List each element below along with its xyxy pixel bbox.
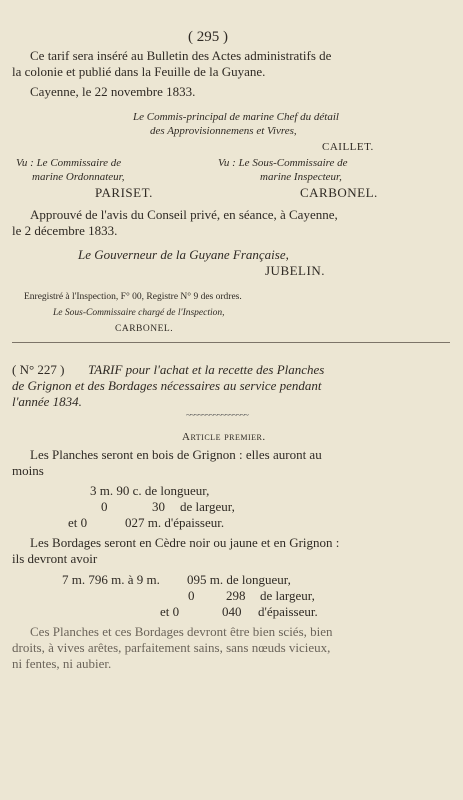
bordages-dim3-a: et 0 xyxy=(160,604,180,619)
bordages-dim2-c: de largeur, xyxy=(260,588,315,603)
planches-dim1: 3 m. 90 c. de longueur, xyxy=(90,483,210,498)
planches-dim2-b: 30 xyxy=(152,499,165,514)
vu-left-name: PARISET. xyxy=(95,185,153,200)
page-number: ( 295 ) xyxy=(188,29,228,45)
bordages-dim1-a: 7 m. 796 m. à 9 m. xyxy=(62,572,160,587)
approved-line1: Approuvé de l'avis du Conseil privé, en séance, à Cayenne, xyxy=(30,207,338,222)
planches-dim3-b: 027 m. d'épaisseur. xyxy=(125,515,225,530)
vu-right-line2: marine Inspecteur, xyxy=(260,171,342,183)
bordages-dim1-b: 095 m. de longueur, xyxy=(187,572,291,587)
bordages-line1: Les Bordages seront en Cèdre noir ou jaune et en Grignon : xyxy=(30,535,340,550)
commis-line2: des Approvisionnemens et Vivres, xyxy=(150,125,297,137)
bordages-dim2-b: 298 xyxy=(226,588,246,603)
tarif-line3: l'année 1834. xyxy=(12,394,82,409)
governor-name: JUBELIN. xyxy=(265,263,325,278)
planches-dim2-a: 0 xyxy=(101,499,108,514)
tarif-line2: de Grignon et des Bordages nécessaires au service pendant xyxy=(12,378,322,393)
planches-line2: moins xyxy=(12,463,44,478)
planches-dim3-a: et 0 xyxy=(68,515,88,530)
para1-line2: la colonie et publié dans la Feuille de la Guyane. xyxy=(12,64,266,79)
tarif-number: ( N° 227 ) xyxy=(12,362,65,377)
commis-line1: Le Commis-principal de marine Chef du détail xyxy=(133,111,339,123)
tarif-line1: TARIF pour l'achat et la recette des Planches xyxy=(88,362,325,377)
approved-line2: le 2 décembre 1833. xyxy=(12,223,118,238)
final-line1: Ces Planches et ces Bordages devront être bien sciés, bien xyxy=(30,624,333,639)
date-line: Cayenne, le 22 novembre 1833. xyxy=(30,84,196,99)
vu-left-line2: marine Ordonnateur, xyxy=(32,171,125,183)
registration-line2: Le Sous-Commissaire chargé de l'Inspection, xyxy=(53,308,225,318)
bordages-line2: ils devront avoir xyxy=(12,551,98,566)
bordages-dim3-b: 040 xyxy=(222,604,242,619)
vu-right-line1: Vu : Le Sous-Commissaire de xyxy=(218,157,348,169)
article-title: Article premier. xyxy=(182,431,266,443)
registration-name: CARBONEL. xyxy=(115,324,174,334)
planches-dim2-c: de largeur, xyxy=(180,499,235,514)
commis-name: CAILLET. xyxy=(322,141,374,153)
wave-divider: ~~~~~~~~~~~~~~~~ xyxy=(186,410,248,420)
section-divider xyxy=(12,342,450,343)
planches-line1: Les Planches seront en bois de Grignon : elles auront au xyxy=(30,447,322,462)
governor-title: Le Gouverneur de la Guyane Française, xyxy=(78,247,289,262)
vu-right-name: CARBONEL. xyxy=(300,185,378,200)
final-line3: ni fentes, ni aubier. xyxy=(12,656,112,671)
bordages-dim3-c: d'épaisseur. xyxy=(258,604,318,619)
final-line2: droits, à vives arêtes, parfaitement sains, sans nœuds vicieux, xyxy=(12,640,331,655)
registration-line1: Enregistré à l'Inspection, F° 00, Registre N° 9 des ordres. xyxy=(24,292,242,302)
bordages-dim2-a: 0 xyxy=(188,588,195,603)
vu-left-line1: Vu : Le Commissaire de xyxy=(16,157,122,169)
para1-line1: Ce tarif sera inséré au Bulletin des Actes administratifs de xyxy=(30,48,332,63)
